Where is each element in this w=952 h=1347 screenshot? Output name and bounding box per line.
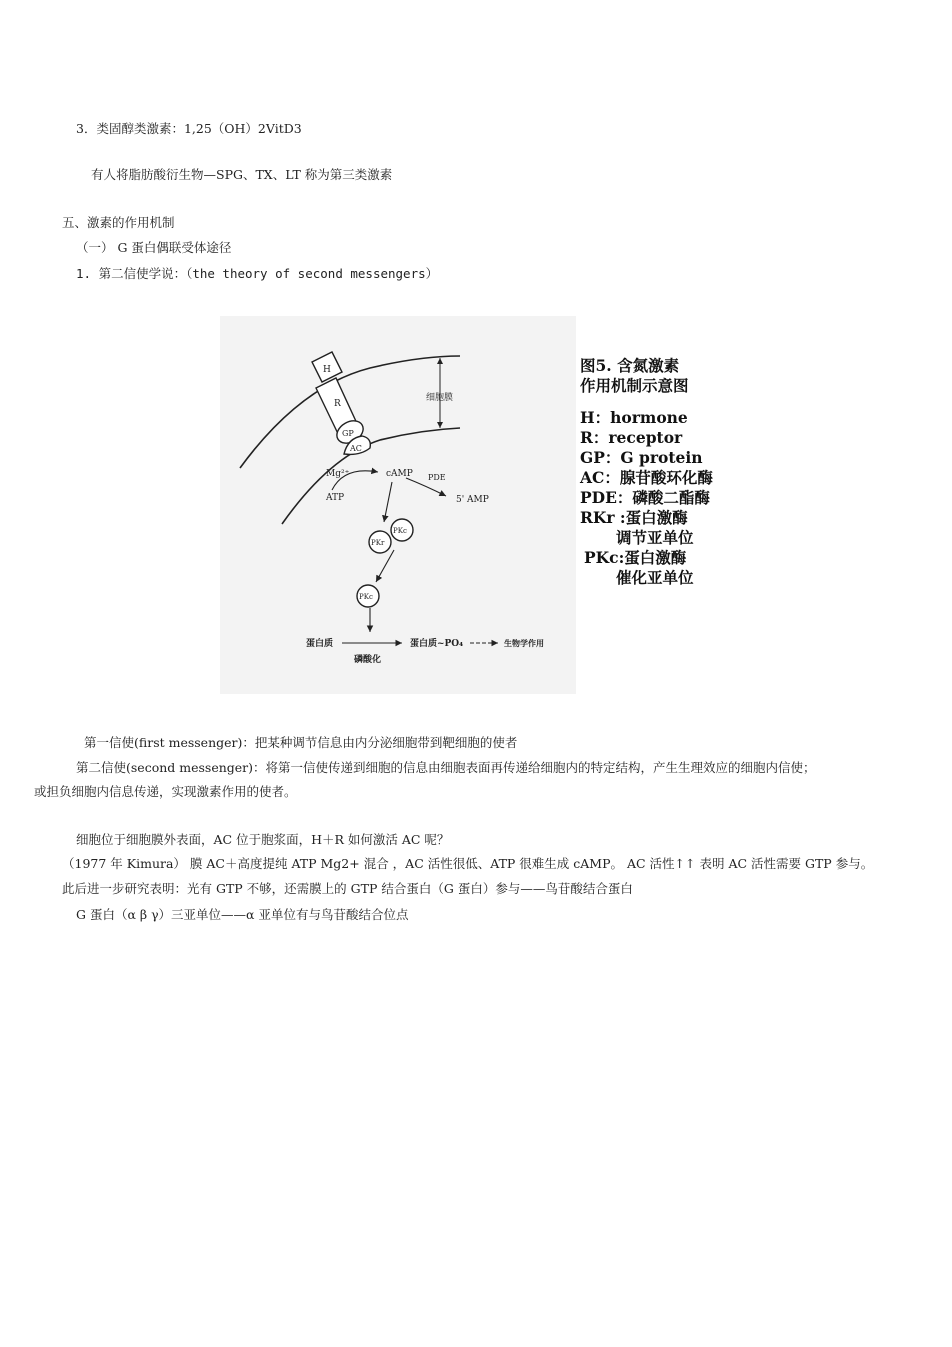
paragraph-kimura-experiment: （1977 年 Kimura） 膜 AC＋高度提纯 ATP Mg2+ 混合 ，AC 活性很低、ATP 很难生成 cAMP。 AC 活性↑↑ 表明 AC 活性需要 GTP 参与。 (62, 856, 874, 871)
paragraph-ac-activation-question: 细胞位于细胞膜外表面，AC 位于胞浆面，H＋R 如何激活 AC 呢？ (76, 832, 450, 847)
legend-title-line2: 作用机制示意图 (580, 376, 689, 395)
mechanism-diagram (220, 316, 576, 694)
protein-po4-label: 蛋白质~PO₄ (410, 639, 464, 649)
protein-label: 蛋白质 (306, 639, 334, 649)
atp-label: ATP (326, 493, 345, 503)
pkc-label-top: PKc (393, 527, 407, 535)
section-heading-mechanism: 五、激素的作用机制 (62, 215, 175, 230)
legend-item: H：hormone (580, 408, 688, 427)
membrane-label: 细胞膜 (426, 393, 454, 403)
camp-label: cAMP (386, 469, 413, 479)
subsection-heading-g-protein: （一） G 蛋白偶联受体途径 (76, 240, 232, 255)
phosphorylation-label: 磷酸化 (354, 655, 382, 665)
paragraph-g-protein-subunits: G 蛋白（α β γ）三亚单位——α 亚单位有与鸟苷酸结合位点 (76, 907, 409, 922)
legend-item: RKr :蛋白激酶 (580, 508, 688, 527)
legend-title-line1: 图5. 含氮激素 (580, 356, 680, 375)
bio-effect-label: 生物学作用 (504, 638, 544, 648)
legend-item: PKc:蛋白激酶 (584, 548, 687, 567)
subheading-second-messenger-theory: 1. 第二信使学说：（the theory of second messengers） (76, 266, 439, 281)
ac-label: AC (350, 444, 362, 453)
paragraph-steroid-hormones: 3．类固醇类激素：1,25（OH）2VitD3 (76, 121, 302, 136)
paragraph-second-messenger-line1: 第二信使(second messenger)：将第一信使传递到细胞的信息由细胞表面再传递给细胞内的特定结构，产生生理效应的细胞内信使； (76, 760, 816, 775)
pkr-label: PKr (371, 539, 385, 547)
receptor-label: R (334, 399, 341, 409)
legend-item: AC：腺苷酸环化酶 (580, 468, 713, 487)
legend-item: PDE：磷酸二酯酶 (580, 488, 710, 507)
g-protein-label: GP (342, 429, 354, 438)
paragraph-first-messenger: 第一信使(first messenger)：把某种调节信息由内分泌细胞带到靶细胞的使者 (84, 735, 518, 750)
legend-spacer (580, 396, 713, 408)
pde-label: PDE (428, 473, 446, 482)
paragraph-gtp-binding-protein: 此后进一步研究表明：光有 GTP 不够，还需膜上的 GTP 结合蛋白（G 蛋白）参与——鸟苷酸结合蛋白 (62, 881, 633, 896)
paragraph-second-messenger-line2: 或担负细胞内信息传递，实现激素作用的使者。 (34, 784, 297, 799)
legend-item: 催化亚单位 (616, 568, 694, 587)
paragraph-third-class-hormones: 有人将脂肪酸衍生物—SPG、TX、LT 称为第三类激素 (91, 167, 393, 182)
hormone-mechanism-figure (220, 316, 576, 694)
legend-item: 调节亚单位 (616, 528, 694, 547)
amp-label: 5' AMP (456, 495, 489, 505)
mg-label: Mg²⁺ (326, 469, 350, 479)
legend-item: R：receptor (580, 428, 683, 447)
hormone-label: H (323, 365, 331, 375)
pkc-label-free: PKc (359, 593, 373, 601)
figure-legend (580, 356, 713, 588)
legend-item: GP：G protein (580, 448, 703, 467)
